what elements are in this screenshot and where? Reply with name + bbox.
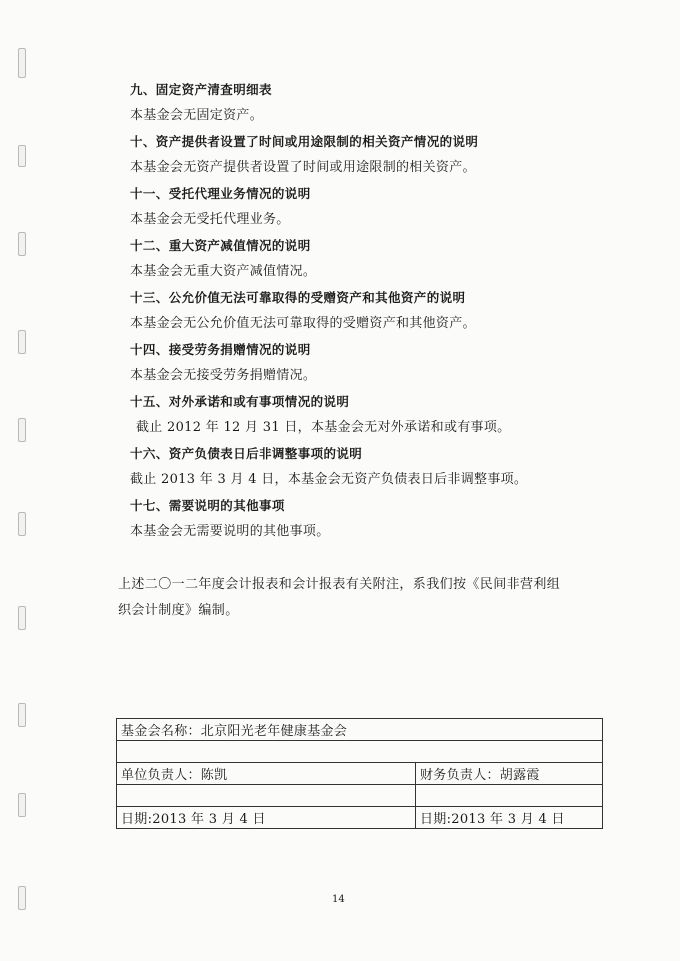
binder-hole-mark bbox=[18, 793, 26, 817]
binder-hole-mark bbox=[18, 48, 26, 78]
binder-hole-mark bbox=[18, 330, 26, 354]
section-heading: 十、资产提供者设置了时间或用途限制的相关资产情况的说明 bbox=[130, 134, 479, 149]
section-heading: 十七、需要说明的其他事项 bbox=[130, 498, 285, 513]
section-body: 本基金会无资产提供者设置了时间或用途限制的相关资产。 bbox=[130, 160, 476, 175]
finance-head-cell: 财务负责人：胡露霞 bbox=[416, 763, 603, 785]
section-heading: 十二、重大资产减值情况的说明 bbox=[130, 238, 311, 253]
foundation-name-cell: 基金会名称：北京阳光老年健康基金会 bbox=[117, 719, 603, 741]
date-right-cell: 日期:2013 年 3 月 4 日 bbox=[416, 807, 603, 829]
binder-hole-mark bbox=[18, 606, 26, 630]
binder-hole-mark bbox=[18, 512, 26, 536]
section-body: 本基金会无需要说明的其他事项。 bbox=[130, 524, 330, 539]
section-heading: 十一、受托代理业务情况的说明 bbox=[130, 186, 311, 201]
section-body: 截止 2013 年 3 月 4 日，本基金会无资产负债表日后非调整事项。 bbox=[130, 472, 528, 487]
blank-cell bbox=[117, 741, 603, 763]
section-body: 本基金会无受托代理业务。 bbox=[130, 212, 290, 227]
closing-statement bbox=[118, 572, 588, 624]
page-number: 14 bbox=[332, 894, 345, 905]
section-heading: 十三、公允价值无法可靠取得的受赠资产和其他资产的说明 bbox=[130, 290, 466, 305]
section-body: 本基金会无重大资产减值情况。 bbox=[130, 264, 317, 279]
binder-hole-mark bbox=[18, 703, 26, 727]
section-heading: 十六、资产负债表日后非调整事项的说明 bbox=[130, 446, 363, 461]
binder-hole-mark bbox=[18, 418, 26, 442]
binder-hole-mark bbox=[18, 232, 26, 256]
section-body: 本基金会无接受劳务捐赠情况。 bbox=[130, 368, 317, 383]
section-body: 截止 2012 年 12 月 31 日，本基金会无对外承诺和或有事项。 bbox=[136, 420, 511, 435]
blank-cell bbox=[416, 785, 603, 807]
section-heading: 十五、对外承诺和或有事项情况的说明 bbox=[130, 394, 350, 409]
section-body: 本基金会无公允价值无法可靠取得的受赠资产和其他资产。 bbox=[130, 316, 476, 331]
signature-table bbox=[116, 718, 603, 829]
unit-head-cell: 单位负责人：陈凯 bbox=[117, 763, 416, 785]
section-heading: 十四、接受劳务捐赠情况的说明 bbox=[130, 342, 311, 357]
closing-line-1: 上述二〇一二年度会计报表和会计报表有关附注，系我们按《民间非营利组 bbox=[118, 577, 561, 592]
closing-line-2: 织会计制度》编制。 bbox=[118, 603, 239, 618]
section-heading: 九、固定资产清查明细表 bbox=[130, 82, 272, 97]
binder-hole-mark bbox=[18, 886, 26, 910]
binder-hole-mark bbox=[18, 145, 26, 167]
section-body: 本基金会无固定资产。 bbox=[130, 108, 264, 123]
date-left-cell: 日期:2013 年 3 月 4 日 bbox=[117, 807, 416, 829]
blank-cell bbox=[117, 785, 416, 807]
